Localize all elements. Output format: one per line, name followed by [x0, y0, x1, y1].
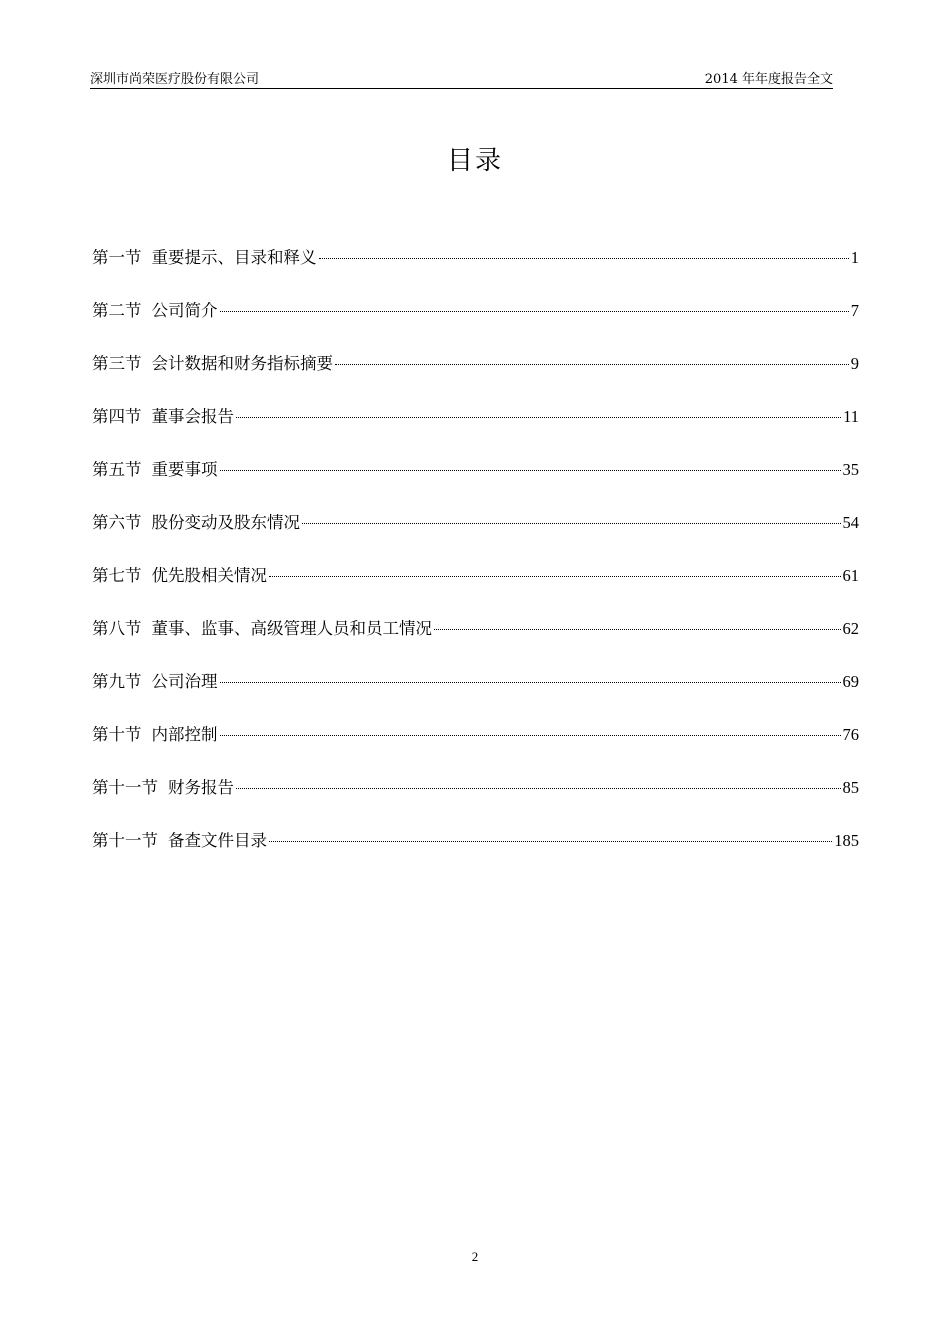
toc-entry[interactable]	[92, 721, 859, 774]
toc-section-title: 公司治理	[151, 672, 218, 691]
toc-section-title: 董事会报告	[151, 407, 234, 426]
toc-page-number: 7	[850, 301, 859, 320]
toc-page-number: 76	[842, 725, 859, 744]
toc-dot-leader	[220, 735, 841, 736]
toc-section-number: 第七节	[92, 566, 142, 585]
toc-section-title: 会计数据和财务指标摘要	[151, 354, 333, 373]
toc-section-number: 第四节	[92, 407, 142, 426]
toc-section-title: 董事、监事、高级管理人员和员工情况	[151, 619, 432, 638]
header-report-title: 2014 年年度报告全文	[704, 72, 833, 87]
toc-dot-leader	[269, 841, 832, 842]
toc-section-number: 第一节	[92, 248, 142, 267]
toc-entry[interactable]	[92, 297, 859, 350]
toc-entry[interactable]	[92, 456, 859, 509]
toc-entry[interactable]	[92, 244, 859, 297]
toc-section-title: 优先股相关情况	[151, 566, 267, 585]
toc-section-number: 第五节	[92, 460, 142, 479]
toc-dot-leader	[220, 682, 841, 683]
toc-section-number: 第二节	[92, 301, 142, 320]
toc-entry[interactable]	[92, 509, 859, 562]
toc-dot-leader	[335, 364, 849, 365]
toc-section-title: 财务报告	[168, 778, 234, 797]
toc-dot-leader	[302, 523, 841, 524]
toc-page-number: 85	[842, 778, 859, 797]
table-of-contents	[92, 244, 859, 880]
toc-page-number: 11	[843, 407, 859, 426]
toc-page-number: 62	[842, 619, 859, 638]
toc-entry[interactable]	[92, 350, 859, 403]
toc-page-number: 61	[842, 566, 859, 585]
toc-dot-leader	[319, 258, 849, 259]
page-title: 目录	[446, 146, 503, 176]
header-company-name: 深圳市尚荣医疗股份有限公司	[90, 72, 260, 87]
toc-section-title: 内部控制	[151, 725, 218, 744]
toc-page-number: 185	[834, 831, 859, 850]
toc-section-title: 公司简介	[151, 301, 218, 320]
toc-entry[interactable]	[92, 562, 859, 615]
toc-section-number: 第十一节	[92, 778, 158, 797]
toc-section-title: 备查文件目录	[168, 831, 267, 850]
toc-section-title: 重要提示、目录和释义	[151, 248, 317, 267]
page-header	[90, 66, 833, 89]
toc-section-number: 第九节	[92, 672, 142, 691]
toc-section-number: 第八节	[92, 619, 142, 638]
toc-section-number: 第六节	[92, 513, 142, 532]
toc-dot-leader	[269, 576, 841, 577]
toc-entry[interactable]	[92, 774, 859, 827]
toc-page-number: 69	[842, 672, 859, 691]
toc-page-number: 54	[842, 513, 859, 532]
toc-dot-leader	[220, 311, 849, 312]
toc-section-number: 第十一节	[92, 831, 158, 850]
footer-page-number: 2	[471, 1249, 479, 1264]
toc-dot-leader	[236, 788, 841, 789]
toc-dot-leader	[434, 629, 841, 630]
toc-dot-leader	[220, 470, 841, 471]
toc-entry[interactable]	[92, 615, 859, 668]
toc-page-number: 9	[850, 354, 859, 373]
toc-section-title: 重要事项	[151, 460, 218, 479]
toc-entry[interactable]	[92, 668, 859, 721]
toc-page-number: 1	[850, 248, 859, 267]
toc-entry[interactable]	[92, 827, 859, 880]
toc-section-title: 股份变动及股东情况	[151, 513, 300, 532]
toc-dot-leader	[236, 417, 841, 418]
toc-section-number: 第三节	[92, 354, 142, 373]
toc-entry[interactable]	[92, 403, 859, 456]
toc-page-number: 35	[842, 460, 859, 479]
toc-section-number: 第十节	[92, 725, 142, 744]
